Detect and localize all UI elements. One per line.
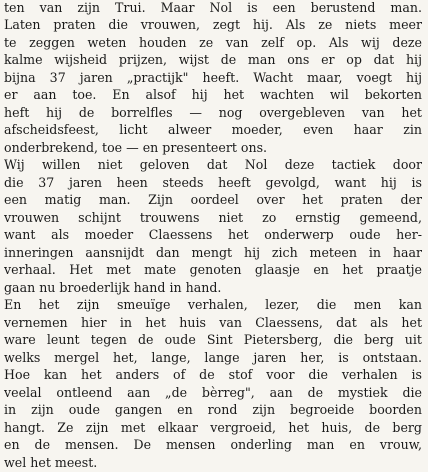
paragraph-3-line-3: ware leunt tegen de oude Sint Pietersberg, die berg uit (4, 332, 422, 348)
paragraph-1-line-6: er aan toe. En alsof hij het wachten wil bekorten (4, 87, 422, 103)
paragraph-1-line-5: bijna 37 jaren „practijk" heeft. Wacht maar, voegt hij (4, 69, 422, 85)
paragraph-1-line-8: afscheidsfeest, licht alweer moeder, even haar zin (4, 122, 422, 138)
paragraph-2-line-4: vrouwen schijnt trouwens niet zo ernstig gemeend, (4, 209, 422, 225)
paragraph-2-line-8: gaan nu broederlijk hand in hand. (4, 279, 222, 295)
paragraph-1-line-7: heft hij de borrelfles — nog overgebleven van het (4, 104, 422, 120)
paragraph-2-line-2: die 37 jaren heen steeds heeft gevolgd, want hij is (4, 174, 422, 190)
paragraph-3-line-7: in zijn oude gangen en rond zijn begroeide boorden (4, 402, 422, 418)
paragraph-3-line-4: welks mergel het, lange, lange jaren her, is ontstaan. (4, 349, 422, 365)
paragraph-3-line-2: vernemen hier in het huis van Claessens, dat als het (4, 314, 422, 330)
paragraph-1-line-9: onderbrekend, toe — en presenteert ons. (4, 139, 268, 155)
paragraph-2-line-7: verhaal. Het met mate genoten glaasje en het praatje (4, 262, 422, 278)
paragraph-2-line-1: Wij willen niet geloven dat Nol deze tactiek door (4, 157, 422, 173)
paragraph-3-line-10: wel het meest. (4, 454, 98, 470)
paragraph-1-line-3: te zeggen weten houden ze van zelf op. Als wij deze (4, 34, 422, 50)
paragraph-3-line-8: hangt. Ze zijn met elkaar vergroeid, het huis, de berg (4, 419, 422, 435)
paragraph-1-line-1: ten van zijn Trui. Maar Nol is een berustend man. (4, 0, 422, 15)
paragraph-3-line-6: veelal ontleend aan „de bèrreg", aan de mystiek die (4, 384, 422, 400)
paragraph-2-line-5: want als moeder Claessens het onderwerp oude her- (4, 227, 422, 243)
paragraph-3-line-5: Hoe kan het anders of de stof voor die verhalen is (4, 367, 422, 383)
paragraph-3-line-1: En het zijn smeuïge verhalen, lezer, die men kan (4, 297, 422, 313)
paragraph-2-line-3: een matig man. Zijn oordeel over het praten der (4, 192, 422, 208)
paragraph-1-line-2: Laten praten die vrouwen, zegt hij. Als ze niets meer (4, 17, 422, 33)
paragraph-2-line-6: inneringen aansnijdt dan mengt hij zich meteen in haar (4, 244, 422, 260)
paragraph-1-line-4: kalme wijsheid prijzen, wijst de man ons er op dat hij (4, 52, 422, 68)
paragraph-3-line-9: en de mensen. De mensen onderling man en vrouw, (4, 437, 422, 453)
